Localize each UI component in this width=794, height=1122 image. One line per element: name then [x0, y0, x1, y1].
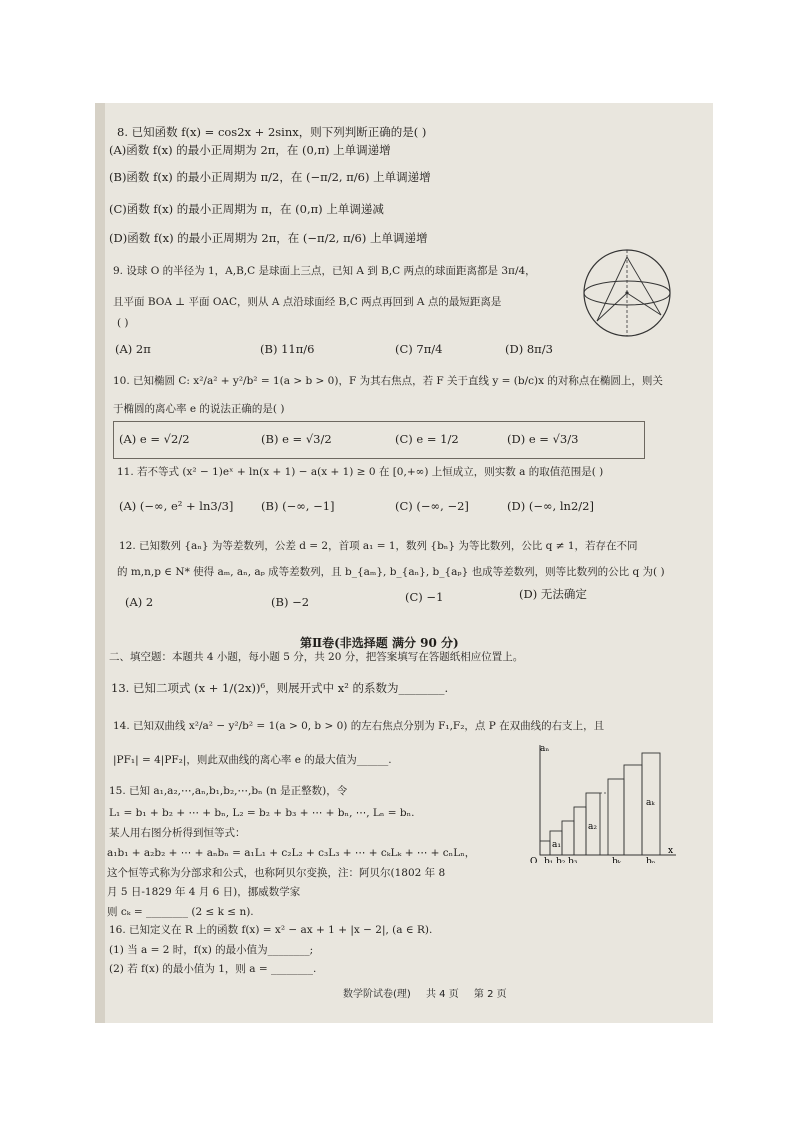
q15-line2: L₁ = b₁ + b₂ + ⋯ + bₙ, L₂ = b₂ + b₃ + ⋯ + bₙ, ⋯, Lₙ = bₙ.: [109, 807, 415, 819]
q11-stem: 11. 若不等式 (x² − 1)eˣ + ln(x + 1) − a(x + 1) ≥ 0 在 [0,+∞) 上恒成立，则实数 a 的取值范围是( ): [117, 466, 604, 478]
q8-option-a: (A)函数 f(x) 的最小正周期为 2π，在 (0,π) 上单调递增: [109, 143, 391, 157]
q14-stem-line2: |PF₁| = 4|PF₂|，则此双曲线的离心率 e 的最大值为______.: [113, 754, 392, 766]
section2-title: 第Ⅱ卷(非选择题 满分 90 分): [300, 636, 459, 650]
q14-stem-line1: 14. 已知双曲线 x²/a² − y²/b² = 1(a > 0, b > 0) 的左右焦点分别为 F₁,F₂，点 P 在双曲线的右支上，且: [113, 720, 605, 732]
q16-stem: 16. 已知定义在 R 上的函数 f(x) = x² − ax + 1 + |x − 2|, (a ∈ R).: [109, 924, 433, 936]
q9-stem-line1: 9. 设球 O 的半径为 1，A,B,C 是球面上三点，已知 A 到 B,C 两点的球面距离都是 3π/4，: [113, 265, 536, 277]
q12-option-d: (D) 无法确定: [519, 587, 587, 601]
q10-stem-line2: 于椭圆的离心率 e 的说法正确的是( ): [113, 403, 285, 415]
q9-option-c: (C) 7π/4: [395, 342, 443, 356]
q12-option-b: (B) −2: [271, 595, 310, 609]
q12-stem-line2: 的 m,n,p ∈ N* 使得 aₘ, aₙ, aₚ 成等差数列，且 b_{aₘ}, b_{aₙ}, b_{aₚ} 也成等差数列，则等比数列的公比 q 为( ): [117, 566, 665, 578]
q11-option-d: (D) (−∞, ln2/2]: [507, 499, 594, 513]
fig-label-ak: aₖ: [646, 798, 655, 808]
q16-part1: (1) 当 a = 2 时，f(x) 的最小值为________;: [109, 944, 314, 956]
fig-label-b2: b₂: [556, 857, 566, 863]
q15-line6: 月 5 日-1829 年 4 月 6 日)，挪威数学家: [107, 886, 301, 898]
q12-option-a: (A) 2: [125, 595, 154, 609]
footer-page-number: 第 2 页: [473, 989, 507, 1000]
q11-option-b: (B) (−∞, −1]: [261, 499, 335, 513]
exam-page: [95, 103, 713, 1023]
footer-subject: 数学阶试卷(理): [343, 989, 411, 1000]
q9-stem-line3: ( ): [117, 317, 129, 329]
q11-option-c: (C) (−∞, −2]: [395, 499, 469, 513]
q15-line4: a₁b₁ + a₂b₂ + ⋯ + aₙbₙ = a₁L₁ + c₂L₂ + c₃L₃ + ⋯ + cₖLₖ + ⋯ + cₙLₙ，: [107, 847, 476, 859]
q8-option-b: (B)函数 f(x) 的最小正周期为 π/2，在 (−π/2, π/6) 上单调递增: [109, 170, 431, 184]
fig-label-b1: b₁: [544, 857, 554, 863]
sphere-figure: [577, 243, 677, 343]
fig-label-bk: bₖ: [612, 857, 622, 863]
q15-line7: 则 cₖ = ________ (2 ≤ k ≤ n).: [107, 906, 254, 918]
q9-stem-line2: 且平面 BOA ⊥ 平面 OAC，则从 A 点沿球面经 B,C 两点再回到 A 点的最短距离是: [113, 296, 502, 308]
q8-option-d: (D)函数 f(x) 的最小正周期为 2π，在 (−π/2, π/6) 上单调递增: [109, 231, 428, 245]
q10-stem-line1: 10. 已知椭圆 C: x²/a² + y²/b² = 1(a > b > 0)，F 为其右焦点，若 F 关于直线 y = (b/c)x 的对称点在椭圆上，则关: [113, 375, 663, 387]
q15-line1: 15. 已知 a₁,a₂,⋯,aₙ,b₁,b₂,⋯,bₙ (n 是正整数)，令: [109, 785, 348, 797]
section2-instruction: 二、填空题：本题共 4 小题，每小题 5 分，共 20 分，把答案填写在答题纸相应位置上。: [109, 651, 524, 663]
q15-line3: 某人用右图分析得到恒等式：: [109, 827, 246, 839]
q9-option-a: (A) 2π: [115, 342, 151, 356]
fig-label-bn: bₙ: [646, 857, 656, 863]
q8-option-c: (C)函数 f(x) 的最小正周期为 π，在 (0,π) 上单调递减: [109, 202, 384, 216]
q12-stem-line1: 12. 已知数列 {aₙ} 为等差数列，公差 d = 2，首项 a₁ = 1，数列 {bₙ} 为等比数列，公比 q ≠ 1，若存在不同: [119, 540, 638, 552]
page-footer: [343, 985, 507, 1000]
q12-option-c: (C) −1: [405, 590, 444, 604]
fig-label-b3: b₃: [568, 857, 578, 863]
fig-label-an: aₙ: [540, 744, 550, 754]
abel-summation-figure: [528, 743, 678, 863]
q9-option-b: (B) 11π/6: [260, 342, 315, 356]
fig-label-x: x: [668, 846, 674, 856]
q16-part2: (2) 若 f(x) 的最小值为 1，则 a = ________.: [109, 963, 317, 975]
footer-total-pages: 共 4 页: [426, 989, 459, 1000]
fig-label-a2: a₂: [588, 822, 597, 832]
q15-line5: 这个恒等式称为分部求和公式，也称阿贝尔变换，注：阿贝尔(1802 年 8: [107, 867, 446, 879]
fig-label-origin: O: [530, 857, 538, 863]
q8-stem: 8. 已知函数 f(x) = cos2x + 2sinx，则下列判断正确的是( ): [117, 125, 427, 139]
q10-option-a: (A) e = √2/2: [119, 432, 190, 446]
page-edge-shadow: [95, 103, 105, 1023]
q9-option-d: (D) 8π/3: [505, 342, 553, 356]
q10-option-d: (D) e = √3/3: [507, 432, 579, 446]
q10-option-b: (B) e = √3/2: [261, 432, 332, 446]
q13-stem: 13. 已知二项式 (x + 1/(2x))⁶，则展开式中 x² 的系数为________.: [111, 681, 449, 695]
q10-option-c: (C) e = 1/2: [395, 432, 459, 446]
fig-label-a1: a₁: [552, 840, 561, 850]
q11-option-a: (A) (−∞, e² + ln3/3]: [119, 499, 234, 513]
